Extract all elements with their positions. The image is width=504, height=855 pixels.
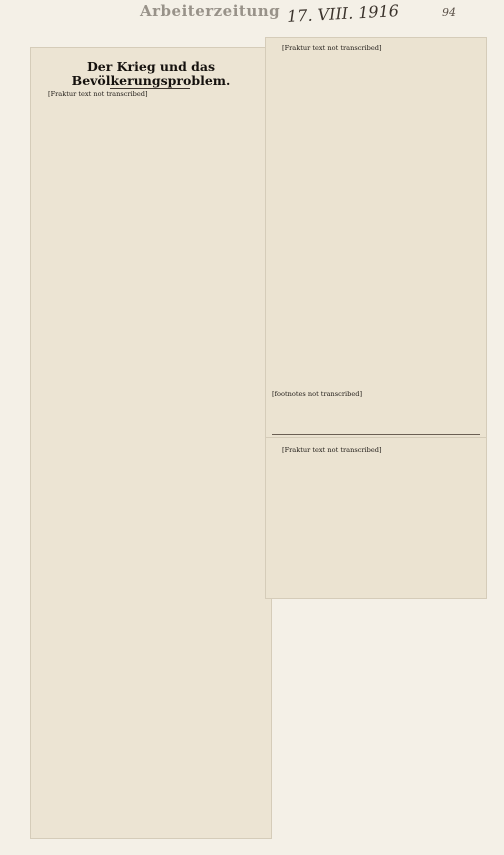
title-rule <box>110 88 190 89</box>
article-column-right-continued <box>272 446 480 594</box>
clipping-divider <box>272 434 480 435</box>
newspaper-masthead: Arbeiterzeitung <box>140 2 281 20</box>
body-paragraph: [Fraktur text not transcribed] <box>48 90 148 98</box>
handwritten-date: 17. VIII. 1916 <box>286 1 400 26</box>
article-column-right <box>272 44 480 390</box>
footnote: [footnotes not transcribed] <box>272 390 363 398</box>
article-column-left <box>38 90 264 830</box>
page-number: 94 <box>442 6 456 19</box>
article-title: Der Krieg und das Bevölkerungsproblem. <box>71 59 231 88</box>
body-paragraph: [Fraktur text not transcribed] <box>282 44 382 52</box>
footnotes <box>272 390 480 398</box>
body-paragraph: [Fraktur text not transcribed] <box>282 446 382 454</box>
page-header <box>0 0 504 30</box>
